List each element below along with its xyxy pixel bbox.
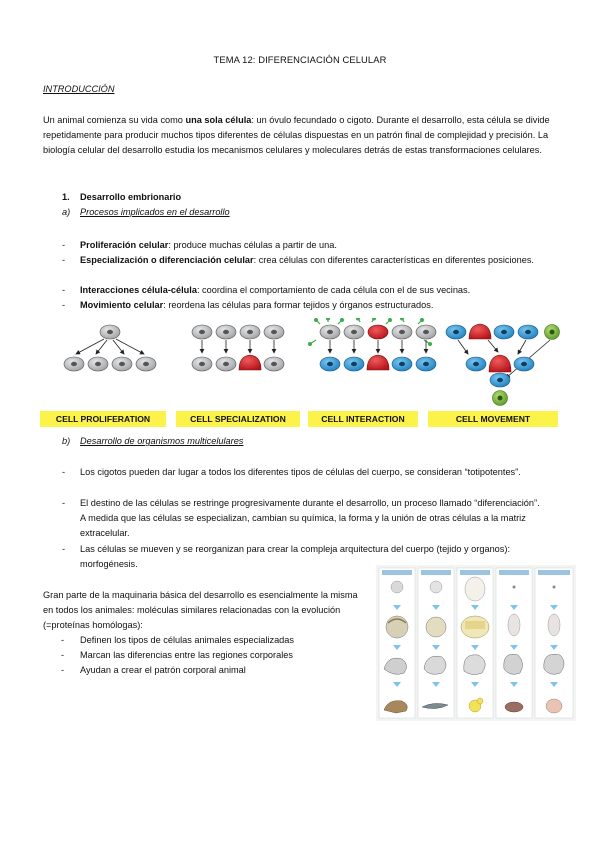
bullet-text: : coordina el comportamiento de cada célula con el de sus vecinas. (196, 285, 471, 295)
subsection-title: Procesos implicados en el desarrollo (80, 207, 230, 217)
bullet-dash: - (62, 300, 66, 310)
final-bullet-2 (43, 648, 363, 663)
bullet-dash: - (62, 285, 66, 295)
bullet-dash: - (61, 650, 65, 660)
label-cell-movement: CELL MOVEMENT (428, 411, 558, 427)
embryo-comparison-figure (376, 565, 576, 721)
bullet-text: Marcan las diferencias entre las regiones corporales (80, 650, 293, 660)
bullet-dash: - (62, 240, 66, 250)
cell-processes-figure (40, 318, 580, 410)
final-bullet-1 (43, 633, 363, 648)
bullet-text: El destino de las células se restringe progresivamente durante el desarrollo, un proceso llamado “diferenciación”. A medida que las células se especializan, cambian su química, la forma y la unión de otras células a la matriz extracelular. (80, 498, 540, 538)
bullet-dash: - (62, 498, 66, 508)
label-cell-specialization: CELL SPECIALIZATION (176, 411, 300, 427)
intro-paragraph (43, 113, 558, 158)
bullet-text: : crea células con diferentes características en diferentes posiciones. (253, 255, 534, 265)
bullet-b-2 (62, 496, 542, 541)
bullet-a-2 (62, 253, 542, 268)
bullet-dash: - (61, 665, 65, 675)
bullet-text: : reordena las células para formar tejidos y órganos estructurados. (163, 300, 434, 310)
final-section (43, 588, 363, 678)
label-cell-proliferation: CELL PROLIFERATION (40, 411, 166, 427)
final-paragraph: Gran parte de la maquinaria básica del desarrollo es esencialmente la misma en todos los animales: moléculas similares relacionadas con la evolución (=proteínas homólogas): (43, 590, 358, 630)
bullet-dash: - (62, 467, 66, 477)
subsection-label: b) (62, 436, 71, 446)
bullet-text: Los cigotos pueden dar lugar a todos los diferentes tipos de células del cuerpo, se consideran “totipotentes”. (80, 467, 521, 477)
intro-text-2: : un óvulo fecundado o cigoto. Durante el desarrollo, esta célula se divide repetidamente para producir muchos tipos diferentes de células dispuestas en un patrón final de complejidad y precisión. La biología celular del desarrollo estudia los mecanismos celulares y moleculares detrás de estas transformaciones celulares. (43, 115, 550, 155)
bullet-text: Definen los tipos de células animales especializadas (80, 635, 294, 645)
label-cell-interaction: CELL INTERACTION (308, 411, 418, 427)
bullet-dash: - (61, 635, 65, 645)
specialization-diagram (192, 325, 284, 371)
final-bullet-3 (43, 663, 363, 678)
subsection-b-heading (62, 434, 243, 449)
bullet-dash: - (62, 544, 66, 554)
subsection-label: a) (62, 207, 71, 217)
bullet-text: : produce muchas células a partir de una. (168, 240, 337, 250)
bullet-a-1 (62, 238, 542, 253)
bullet-bold: Especialización o diferenciación celular (80, 255, 254, 265)
intro-text-1: Un animal comienza su vida como (43, 115, 186, 125)
intro-bold: una sola célula (185, 115, 252, 125)
section-1-heading (62, 190, 181, 205)
subsection-title: Desarrollo de organismos multicelulares (80, 436, 244, 446)
movement-diagram (446, 324, 560, 406)
section-number: 1. (62, 192, 70, 202)
bullet-text: Ayudan a crear el patrón corporal animal (80, 665, 246, 675)
bullet-bold: Movimiento celular (80, 300, 164, 310)
bullet-b-1 (62, 465, 542, 480)
interaction-diagram (309, 318, 436, 371)
page-title: TEMA 12: DIFERENCIACIÓN CELULAR (213, 54, 387, 65)
proliferation-diagram (64, 325, 156, 371)
bullet-a-3 (62, 283, 542, 298)
bullet-a-4 (62, 298, 542, 313)
bullet-bold: Proliferación celular (80, 240, 169, 250)
intro-heading: INTRODUCCIÓN (43, 84, 115, 94)
subsection-a-heading (62, 205, 230, 220)
bullet-text: Las células se mueven y se reorganizan para crear la compleja arquitectura del cuerpo (tejido y organos): morfogénesis. (80, 544, 511, 569)
section-title: Desarrollo embrionario (80, 192, 182, 202)
bullet-dash: - (62, 255, 66, 265)
bullet-bold: Interacciones célula-célula (80, 285, 197, 295)
